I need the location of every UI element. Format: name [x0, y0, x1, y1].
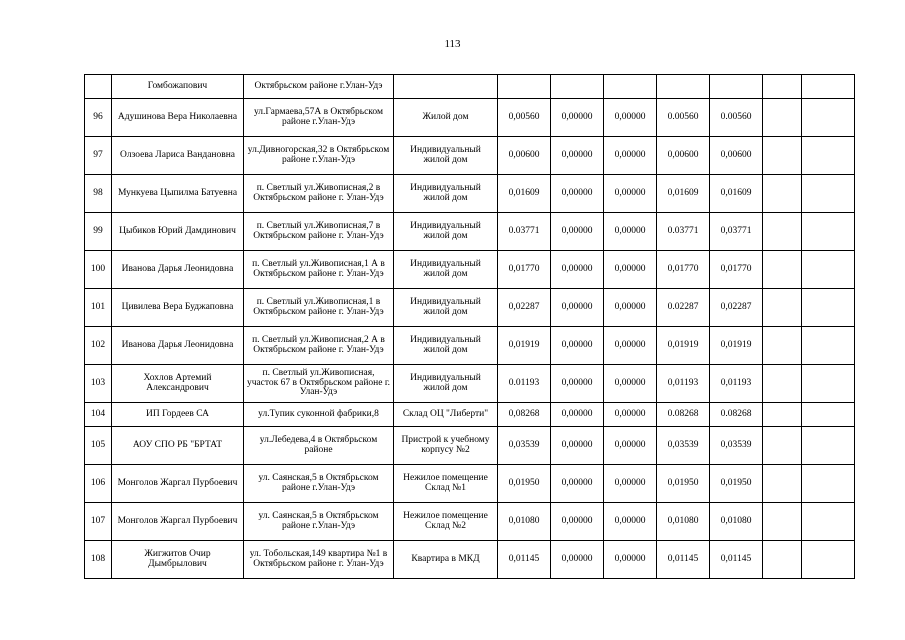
load-value-6-cell: [763, 75, 802, 99]
table-row: [85, 75, 855, 99]
load-value-4-cell: 0.03771: [657, 213, 710, 251]
object-address-cell: ул.Гармаева,57А в Октябрьском районе г.Улан-Удэ: [244, 99, 394, 137]
load-value-1-cell: 0,01770: [498, 251, 551, 289]
load-value-6-cell: [763, 175, 802, 213]
row-number-cell: 108: [85, 541, 112, 579]
table-body: [85, 75, 855, 579]
object-type-cell: Жилой дом: [394, 99, 498, 137]
load-value-5-cell: [710, 75, 763, 99]
load-value-5-cell: 0,03771: [710, 213, 763, 251]
load-value-5-cell: 0,02287: [710, 289, 763, 327]
load-value-4-cell: 0,01193: [657, 365, 710, 403]
load-value-7-cell: [802, 503, 855, 541]
load-value-7-cell: [802, 99, 855, 137]
owner-name-cell: Цыбиков Юрий Дамдинович: [112, 213, 244, 251]
object-address-cell: Октябрьском районе г.Улан-Удэ: [244, 75, 394, 99]
object-type-cell: Индивидуальный жилой дом: [394, 137, 498, 175]
owner-name-cell: Адушинова Вера Николаевна: [112, 99, 244, 137]
load-value-1-cell: 0,00560: [498, 99, 551, 137]
load-value-1-cell: 0.03771: [498, 213, 551, 251]
load-value-2-cell: 0,00000: [551, 175, 604, 213]
load-value-3-cell: 0,00000: [604, 99, 657, 137]
load-value-7-cell: [802, 175, 855, 213]
row-number-cell: 98: [85, 175, 112, 213]
load-value-1-cell: 0,00600: [498, 137, 551, 175]
load-value-1-cell: 0,01145: [498, 541, 551, 579]
load-value-5-cell: 0.08268: [710, 403, 763, 427]
load-value-4-cell: 0.00560: [657, 99, 710, 137]
load-value-7-cell: [802, 365, 855, 403]
load-value-1-cell: 0,01609: [498, 175, 551, 213]
load-value-3-cell: 0,00000: [604, 289, 657, 327]
load-value-7-cell: [802, 75, 855, 99]
object-type-cell: Индивидуальный жилой дом: [394, 251, 498, 289]
load-value-2-cell: 0,00000: [551, 403, 604, 427]
object-address-cell: п. Светлый ул.Живописная,2 А в Октябрьском районе г. Улан-Удэ: [244, 327, 394, 365]
owner-name-cell: Иванова Дарья Леонидовна: [112, 327, 244, 365]
object-type-cell: Нежилое помещение Склад №1: [394, 465, 498, 503]
object-address-cell: ул. Саянская,5 в Октябрьском районе г.Улан-Удэ: [244, 503, 394, 541]
load-value-5-cell: 0.00560: [710, 99, 763, 137]
load-value-7-cell: [802, 541, 855, 579]
load-value-3-cell: 0,00000: [604, 251, 657, 289]
object-address-cell: п. Светлый ул.Живописная,1 в Октябрьском районе г. Улан-Удэ: [244, 289, 394, 327]
row-number-cell: 96: [85, 99, 112, 137]
load-value-1-cell: 0,08268: [498, 403, 551, 427]
row-number-cell: [85, 75, 112, 99]
load-value-3-cell: 0,00000: [604, 503, 657, 541]
consumers-table: [84, 74, 855, 579]
load-value-3-cell: [604, 75, 657, 99]
load-value-4-cell: 0,01950: [657, 465, 710, 503]
object-type-cell: Индивидуальный жилой дом: [394, 175, 498, 213]
load-value-5-cell: 0,01145: [710, 541, 763, 579]
load-value-5-cell: 0,01609: [710, 175, 763, 213]
object-address-cell: ул. Саянская,5 в Октябрьском районе г.Улан-Удэ: [244, 465, 394, 503]
load-value-5-cell: 0,01193: [710, 365, 763, 403]
load-value-1-cell: 0.01193: [498, 365, 551, 403]
row-number-cell: 100: [85, 251, 112, 289]
table-row: [85, 327, 855, 365]
load-value-4-cell: 0,00600: [657, 137, 710, 175]
load-value-3-cell: 0,00000: [604, 213, 657, 251]
owner-name-cell: АОУ СПО РБ "БРТАТ: [112, 427, 244, 465]
table-row: [85, 99, 855, 137]
load-value-1-cell: 0,01950: [498, 465, 551, 503]
object-address-cell: ул.Лебедева,4 в Октябрьском районе: [244, 427, 394, 465]
load-value-4-cell: [657, 75, 710, 99]
load-value-4-cell: 0,01919: [657, 327, 710, 365]
load-value-6-cell: [763, 365, 802, 403]
load-value-2-cell: 0,00000: [551, 251, 604, 289]
load-value-7-cell: [802, 251, 855, 289]
object-type-cell: Квартира в МКД: [394, 541, 498, 579]
load-value-3-cell: 0,00000: [604, 175, 657, 213]
object-address-cell: п. Светлый ул.Живописная,7 в Октябрьском районе г. Улан-Удэ: [244, 213, 394, 251]
object-type-cell: Индивидуальный жилой дом: [394, 213, 498, 251]
table-row: [85, 213, 855, 251]
load-value-2-cell: [551, 75, 604, 99]
load-value-6-cell: [763, 327, 802, 365]
load-value-7-cell: [802, 289, 855, 327]
load-value-3-cell: 0,00000: [604, 465, 657, 503]
load-value-4-cell: 0.02287: [657, 289, 710, 327]
object-address-cell: ул.Дивногорская,32 в Октябрьском районе г.Улан-Удэ: [244, 137, 394, 175]
load-value-5-cell: 0,03539: [710, 427, 763, 465]
owner-name-cell: Цивилева Вера Буджаповна: [112, 289, 244, 327]
load-value-2-cell: 0,00000: [551, 465, 604, 503]
load-value-4-cell: 0,01080: [657, 503, 710, 541]
row-number-cell: 103: [85, 365, 112, 403]
load-value-6-cell: [763, 427, 802, 465]
load-value-5-cell: 0,00600: [710, 137, 763, 175]
load-value-2-cell: 0,00000: [551, 327, 604, 365]
load-value-7-cell: [802, 403, 855, 427]
load-value-7-cell: [802, 327, 855, 365]
owner-name-cell: ИП Гордеев СА: [112, 403, 244, 427]
object-type-cell: Индивидуальный жилой дом: [394, 289, 498, 327]
table-row: [85, 137, 855, 175]
owner-name-cell: Хохлов Артемий Александрович: [112, 365, 244, 403]
load-value-4-cell: 0,01145: [657, 541, 710, 579]
object-type-cell: Индивидуальный жилой дом: [394, 365, 498, 403]
row-number-cell: 101: [85, 289, 112, 327]
object-address-cell: п. Светлый ул.Живописная,1 А в Октябрьском районе г. Улан-Удэ: [244, 251, 394, 289]
load-value-5-cell: 0,01950: [710, 465, 763, 503]
object-type-cell: [394, 75, 498, 99]
owner-name-cell: Гомбожапович: [112, 75, 244, 99]
table-row: [85, 541, 855, 579]
load-value-7-cell: [802, 137, 855, 175]
load-value-2-cell: 0,00000: [551, 289, 604, 327]
load-value-3-cell: 0,00000: [604, 365, 657, 403]
load-value-6-cell: [763, 289, 802, 327]
load-value-4-cell: 0.08268: [657, 403, 710, 427]
table-row: [85, 251, 855, 289]
object-address-cell: п. Светлый ул.Живописная,2 в Октябрьском районе г. Улан-Удэ: [244, 175, 394, 213]
load-value-2-cell: 0,00000: [551, 541, 604, 579]
load-value-2-cell: 0,00000: [551, 503, 604, 541]
row-number-cell: 97: [85, 137, 112, 175]
load-value-3-cell: 0,00000: [604, 137, 657, 175]
load-value-2-cell: 0,00000: [551, 427, 604, 465]
load-value-5-cell: 0,01770: [710, 251, 763, 289]
load-value-1-cell: [498, 75, 551, 99]
load-value-7-cell: [802, 465, 855, 503]
load-value-2-cell: 0,00000: [551, 365, 604, 403]
owner-name-cell: Мункуева Цыпилма Батуевна: [112, 175, 244, 213]
load-value-3-cell: 0,00000: [604, 403, 657, 427]
load-value-1-cell: 0,01919: [498, 327, 551, 365]
object-type-cell: Нежилое помещение Склад №2: [394, 503, 498, 541]
load-value-3-cell: 0,00000: [604, 327, 657, 365]
load-value-4-cell: 0,01609: [657, 175, 710, 213]
owner-name-cell: Жигжитов Очир Дымбрылович: [112, 541, 244, 579]
load-value-6-cell: [763, 251, 802, 289]
object-address-cell: ул. Тобольская,149 квартира №1 в Октябрьском районе г. Улан-Удэ: [244, 541, 394, 579]
load-value-4-cell: 0,01770: [657, 251, 710, 289]
load-value-6-cell: [763, 465, 802, 503]
table-row: [85, 289, 855, 327]
owner-name-cell: Монголов Жаргал Пурбоевич: [112, 503, 244, 541]
load-value-1-cell: 0,02287: [498, 289, 551, 327]
load-value-5-cell: 0,01080: [710, 503, 763, 541]
load-value-1-cell: 0,03539: [498, 427, 551, 465]
load-value-6-cell: [763, 503, 802, 541]
row-number-cell: 104: [85, 403, 112, 427]
table-row: [85, 403, 855, 427]
table-row: [85, 427, 855, 465]
load-value-6-cell: [763, 99, 802, 137]
load-value-1-cell: 0,01080: [498, 503, 551, 541]
owner-name-cell: Олзоева Лариса Вандановна: [112, 137, 244, 175]
table-row: [85, 175, 855, 213]
load-value-7-cell: [802, 213, 855, 251]
load-value-2-cell: 0,00000: [551, 213, 604, 251]
load-value-5-cell: 0,01919: [710, 327, 763, 365]
load-value-6-cell: [763, 403, 802, 427]
table-row: [85, 365, 855, 403]
load-value-7-cell: [802, 427, 855, 465]
owner-name-cell: Монголов Жаргал Пурбоевич: [112, 465, 244, 503]
load-value-6-cell: [763, 541, 802, 579]
row-number-cell: 102: [85, 327, 112, 365]
object-type-cell: Индивидуальный жилой дом: [394, 327, 498, 365]
object-address-cell: п. Светлый ул.Живописная, участок 67 в Октябрьском районе г. Улан-Удэ: [244, 365, 394, 403]
owner-name-cell: Иванова Дарья Леонидовна: [112, 251, 244, 289]
object-address-cell: ул.Тупик суконной фабрики,8: [244, 403, 394, 427]
load-value-2-cell: 0,00000: [551, 137, 604, 175]
row-number-cell: 105: [85, 427, 112, 465]
object-type-cell: Склад ОЦ "Либерти": [394, 403, 498, 427]
load-value-6-cell: [763, 213, 802, 251]
row-number-cell: 106: [85, 465, 112, 503]
row-number-cell: 99: [85, 213, 112, 251]
page-number: 113: [444, 38, 461, 50]
load-value-4-cell: 0,03539: [657, 427, 710, 465]
load-value-3-cell: 0,00000: [604, 541, 657, 579]
load-value-2-cell: 0,00000: [551, 99, 604, 137]
load-value-3-cell: 0,00000: [604, 427, 657, 465]
row-number-cell: 107: [85, 503, 112, 541]
table-row: [85, 465, 855, 503]
object-type-cell: Пристрой к учебному корпусу №2: [394, 427, 498, 465]
table-row: [85, 503, 855, 541]
load-value-6-cell: [763, 137, 802, 175]
